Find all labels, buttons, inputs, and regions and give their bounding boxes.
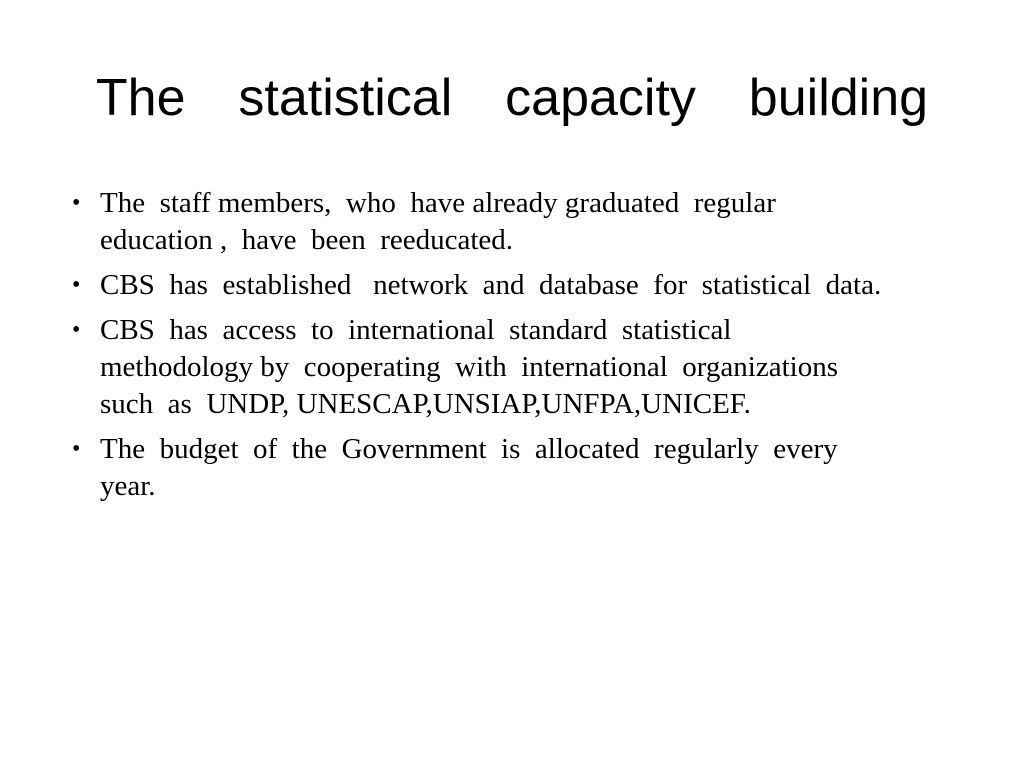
bullet-item-budget — [70, 431, 1010, 505]
bullet-text-line: CBS has established network and database for statistical data. — [100, 269, 882, 301]
bullet-text-line: CBS has access to international standard statistical — [100, 314, 732, 346]
bullet-text-line: education , have been reeducated. — [100, 224, 514, 256]
bullet-icon: • — [72, 436, 81, 462]
bullet-text-line: methodology by cooperating with international organizations — [100, 351, 838, 383]
bullet-item-network — [70, 267, 1010, 304]
bullet-text-line: The budget of the Government is allocated regularly every — [100, 433, 838, 465]
bullet-icon: • — [72, 317, 81, 343]
bullet-icon: • — [72, 190, 81, 216]
bullet-item-methodology — [70, 312, 1010, 423]
bullet-text-line: year. — [100, 470, 156, 502]
slide-title: The statistical capacity building — [95, 69, 929, 127]
bullet-text-line: The staff members, who have already graduated regular — [100, 187, 776, 219]
bullet-icon: • — [72, 272, 81, 298]
bullet-text-line: such as UNDP, UNESCAP,UNSIAP,UNFPA,UNICEF. — [100, 388, 751, 420]
bullet-list — [70, 185, 1010, 513]
bullet-item-staff — [70, 185, 1010, 259]
